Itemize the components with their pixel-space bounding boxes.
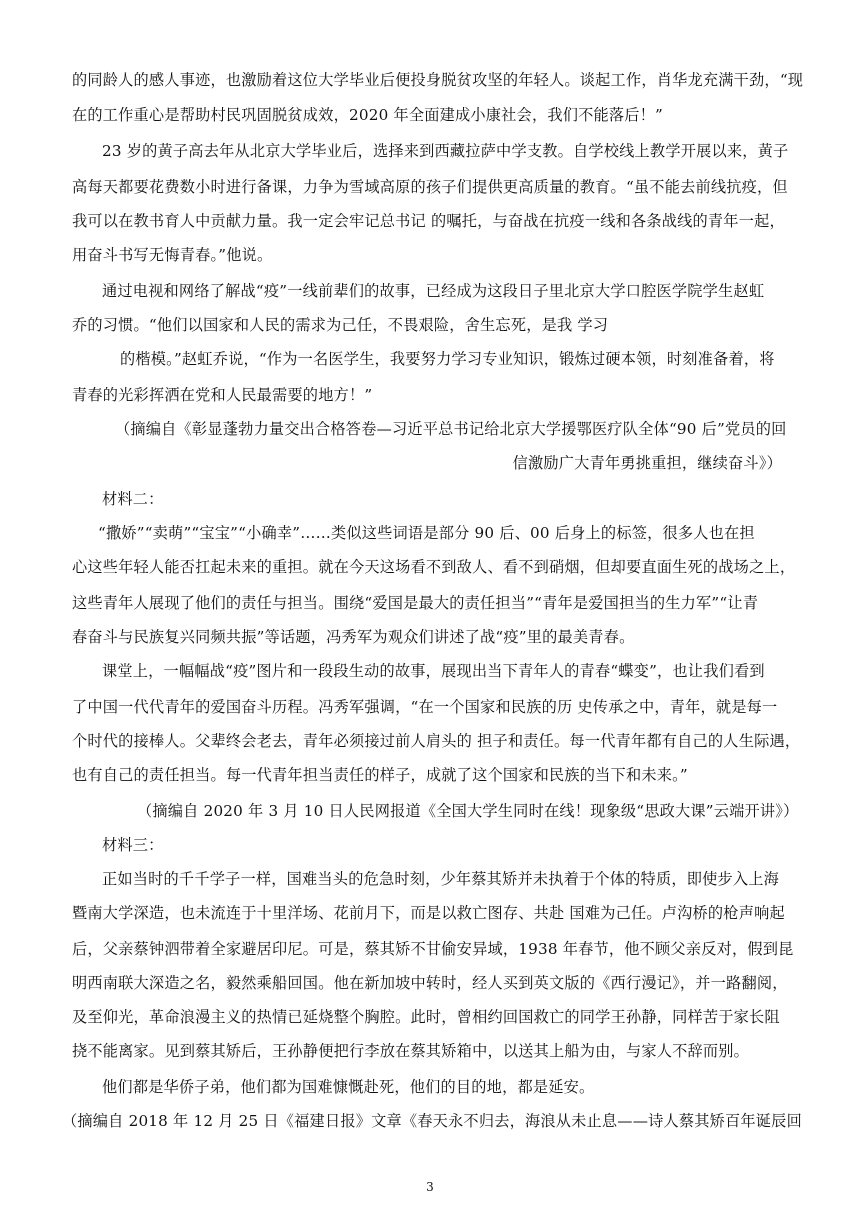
text-line: 暨南大学深造，也未流连于十里洋场、花前月下，而是以救亡图存、共赴 国难为己任。卢沟桥的枪声响起 [72, 904, 785, 922]
text-line: 的同龄人的感人事迹，也激励着这位大学毕业后便投身脱贫攻坚的年轻人。谈起工作，肖华龙充满干劲，“现 [72, 71, 804, 89]
text-line: 个时代的接棒人。父辈终会老去，青年必须接过前人肩头的 担子和责任。每一代青年都有自己的人生际遇， [72, 732, 801, 750]
text-line: 高每天都要花费数小时进行备课，力争为雪域高原的孩子们提供更高质量的教育。“虽不能去前线抗疫，但 [72, 178, 788, 196]
text-line: 在的工作重心是帮助村民巩固脱贫成效，2020 年全面建成小康社会，我们不能落后！” [72, 106, 664, 124]
page-number: 3 [426, 1180, 434, 1194]
text-line: 及至仰光，革命浪漫主义的热情已延烧整个胸腔。此时，曾相约回国救亡的同学王孙静，同样苦于家长阻 [72, 1008, 780, 1026]
text-line: “撒娇”“卖萌”“宝宝”“小确幸”……类似这些词语是部分 90 后、00 后身上的标签，很多人也在担 [98, 524, 755, 542]
text-line: 通过电视和网络了解战“疫”一线前辈们的故事，已经成为这段日子里北京大学口腔医学院学生赵虹 [102, 282, 765, 300]
section-heading: 材料三： [102, 836, 164, 854]
text-line: 心这些年轻人能否扛起未来的重担。就在今天这场看不到敌人、看不到硝烟，但却要直面生死的战场之上， [72, 558, 796, 576]
text-line: 正如当时的千千学子一样，国难当头的危急时刻，少年蔡其矫并未执着于个体的特质，即使步入上海 [102, 870, 780, 888]
text-line: 明西南联大深造之名，毅然乘船回国。他在新加坡中转时，经人买到英文版的《西行漫记》，并一路翻阅， [72, 974, 788, 992]
text-line: 挠不能离家。见到蔡其矫后，王孙静便把行李放在蔡其矫箱中，以送其上船为由，与家人不辞而别。 [72, 1042, 750, 1060]
text-line: 23 岁的黄子高去年从北京大学毕业后，选择来到西藏拉萨中学支教。自学校线上教学开展以来，黄子 [102, 142, 789, 160]
text-line: 后，父亲蔡钟泗带着全家避居印尼。可是，蔡其矫不甘偷安异域，1938 年春节，他不顾父亲反对，假到昆 [72, 940, 794, 958]
section-heading: 材料二： [102, 490, 164, 508]
text-line: 课堂上，一幅幅战“疫”图片和一段段生动的故事，展现出当下青年人的青春“蝶变”，也让我们看到 [102, 662, 765, 680]
text-line: 用奋斗书写无悔青春。”他说。 [72, 246, 273, 264]
citation-line: 信激励广大青年勇挑重担，继续奋斗》） [512, 454, 782, 472]
citation-line: （摘编自 2018 年 12 月 25 日《福建日报》文章《春天永不归去，海浪从未止息——诗人蔡其矫百年诞辰回 [62, 1112, 802, 1130]
text-line: 青春的光彩挥洒在党和人民最需要的地方！” [72, 386, 373, 404]
text-line: 这些青年人展现了他们的责任与担当。围绕“爱国是最大的责任担当”“青年是爱国担当的生力军”“让青 [72, 594, 759, 612]
citation-line: （摘编自 2020 年 3 月 10 日人民网报道《全国大学生同时在线！现象级“思政大课”云端开讲》） [137, 802, 799, 820]
text-line: 我可以在教书育人中贡献力量。我一定会牢记总书记 的嘱托，与奋战在抗疫一线和各条战线的青年一起， [72, 212, 785, 230]
text-line: 他们都是华侨子弟，他们都为国难慷慨赴死，他们的目的地，都是延安。 [102, 1078, 595, 1096]
text-line: 乔的习惯。“他们以国家和人民的需求为己任，不畏艰险，舍生忘死，是我 学习 [72, 316, 609, 334]
text-line: 春奋斗与民族复兴同频共振”等话题，冯秀军为观众们讲述了战“疫”里的最美青春。 [72, 628, 635, 646]
citation-line: （摘编自《彰显蓬勃力量交出合格答卷—习近平总书记给北京大学援鄂医疗队全体“90 后”党员的回 [115, 420, 787, 438]
text-line: 了中国一代代青年的爱国奋斗历程。冯秀军强调，“在一个国家和民族的历 史传承之中，青年，就是每一 [72, 698, 778, 716]
text-line: 也有自己的责任担当。每一代青年担当责任的样子，成就了这个国家和民族的当下和未来。” [72, 766, 688, 784]
text-line: 的楷模。”赵虹乔说，“作为一名医学生，我要努力学习专业知识，锻炼过硬本领，时刻准备着，将 [120, 350, 775, 368]
